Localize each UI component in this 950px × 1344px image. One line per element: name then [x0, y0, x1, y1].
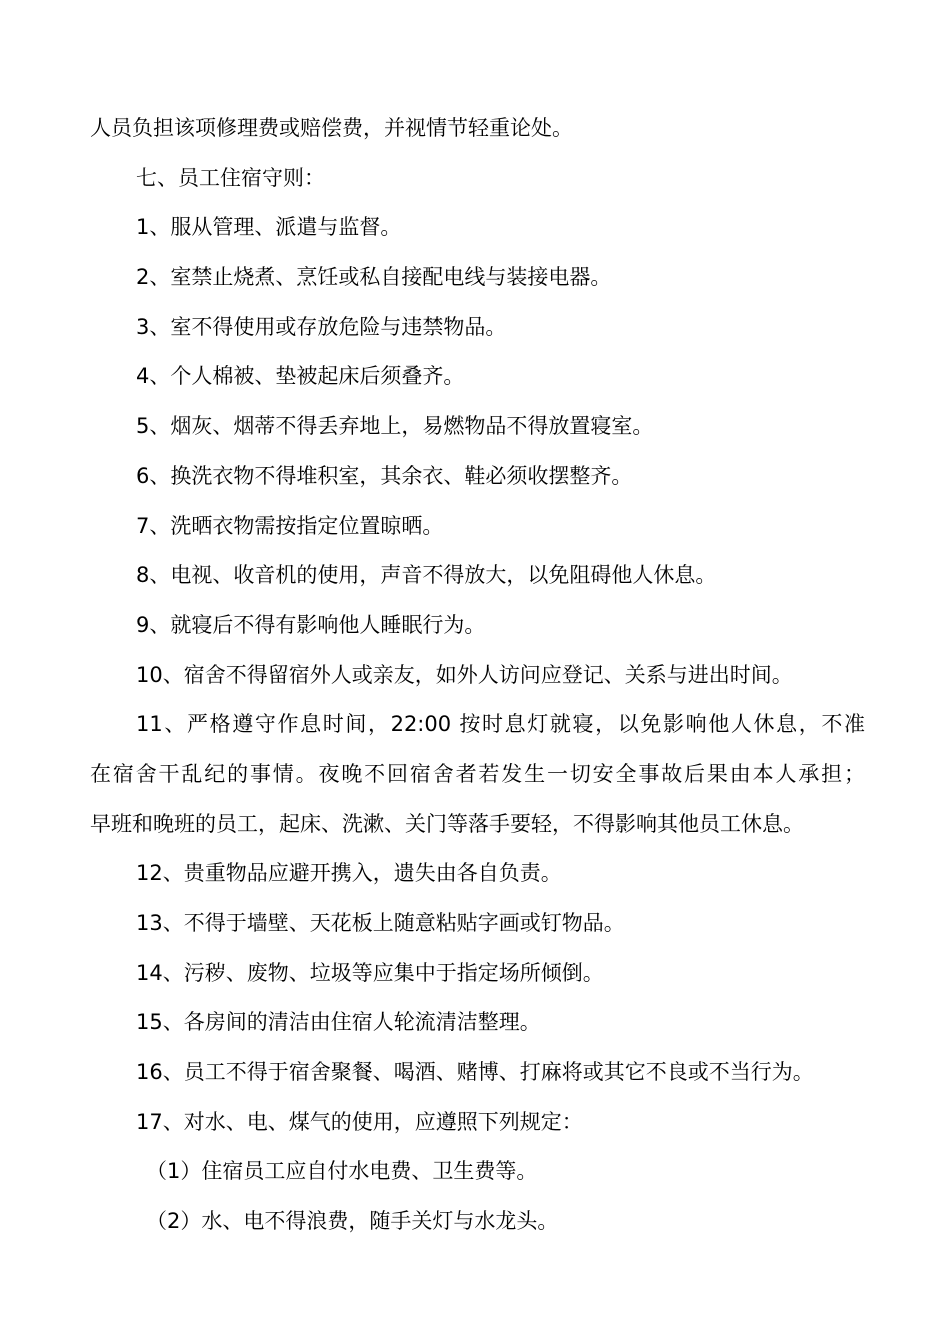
rule-item-7: 7、洗晒衣物需按指定位置晾晒。	[136, 513, 444, 538]
rule-item-6: 6、换洗衣物不得堆积室，其余衣、鞋必须收摆整齐。	[136, 463, 633, 488]
rule-item-16: 16、员工不得于宿舍聚餐、喝酒、赌博、打麻将或其它不良或不当行为。	[136, 1060, 814, 1085]
rule-item-8: 8、电视、收音机的使用，声音不得放大，以免阻碍他人休息。	[136, 563, 717, 588]
rule-item-4: 4、个人棉被、垫被起床后须叠齐。	[136, 364, 465, 389]
rule-item-10: 10、宿舍不得留宿外人或亲友，如外人访问应登记、关系与进出时间。	[136, 662, 793, 687]
rule-item-11-continued-2: 早班和晚班的员工，起床、洗漱、关门等落手要轻，不得影响其他员工休息。	[90, 811, 804, 836]
document-page	[90, 104, 865, 1247]
rule-item-3: 3、室不得使用或存放危险与违禁物品。	[136, 314, 507, 339]
rule-item-15: 15、各房间的清洁由住宿人轮流清洁整理。	[136, 1010, 541, 1035]
rule-item-5: 5、烟灰、烟蒂不得丢弃地上，易燃物品不得放置寝室。	[136, 414, 654, 439]
rule-item-1: 1、服从管理、派遣与监督。	[136, 215, 402, 240]
rule-item-12: 12、贵重物品应避开携入，遗失由各自负责。	[136, 861, 562, 886]
rule-item-2: 2、室禁止烧煮、烹饪或私自接配电线与装接电器。	[136, 265, 612, 290]
rule-item-13: 13、不得于墙壁、天花板上随意粘贴字画或钉物品。	[136, 911, 625, 935]
paragraph-continuation: 人员负担该项修理费或赔偿费，并视情节轻重论处。	[90, 116, 573, 140]
rule-item-17: 17、对水、电、煤气的使用，应遵照下列规定：	[136, 1109, 583, 1134]
sub-item-2: （2）水、电不得浪费，随手关灯与水龙头。	[146, 1209, 559, 1234]
rule-item-11: 11、严格遵守作息时间，22:00 按时息灯就寝，以免影响他人休息，不准	[136, 712, 865, 737]
rule-item-11-continued: 在宿舍干乱纪的事情。夜晚不回宿舍者若发生一切安全事故后果由本人承担；	[90, 761, 865, 786]
sub-item-1: （1）住宿员工应自付水电费、卫生费等。	[146, 1159, 538, 1184]
rule-item-14: 14、污秽、废物、垃圾等应集中于指定场所倾倒。	[136, 960, 604, 985]
rule-item-9: 9、就寝后不得有影响他人睡眠行为。	[136, 612, 486, 637]
section-heading: 七、员工住宿守则：	[136, 165, 325, 190]
